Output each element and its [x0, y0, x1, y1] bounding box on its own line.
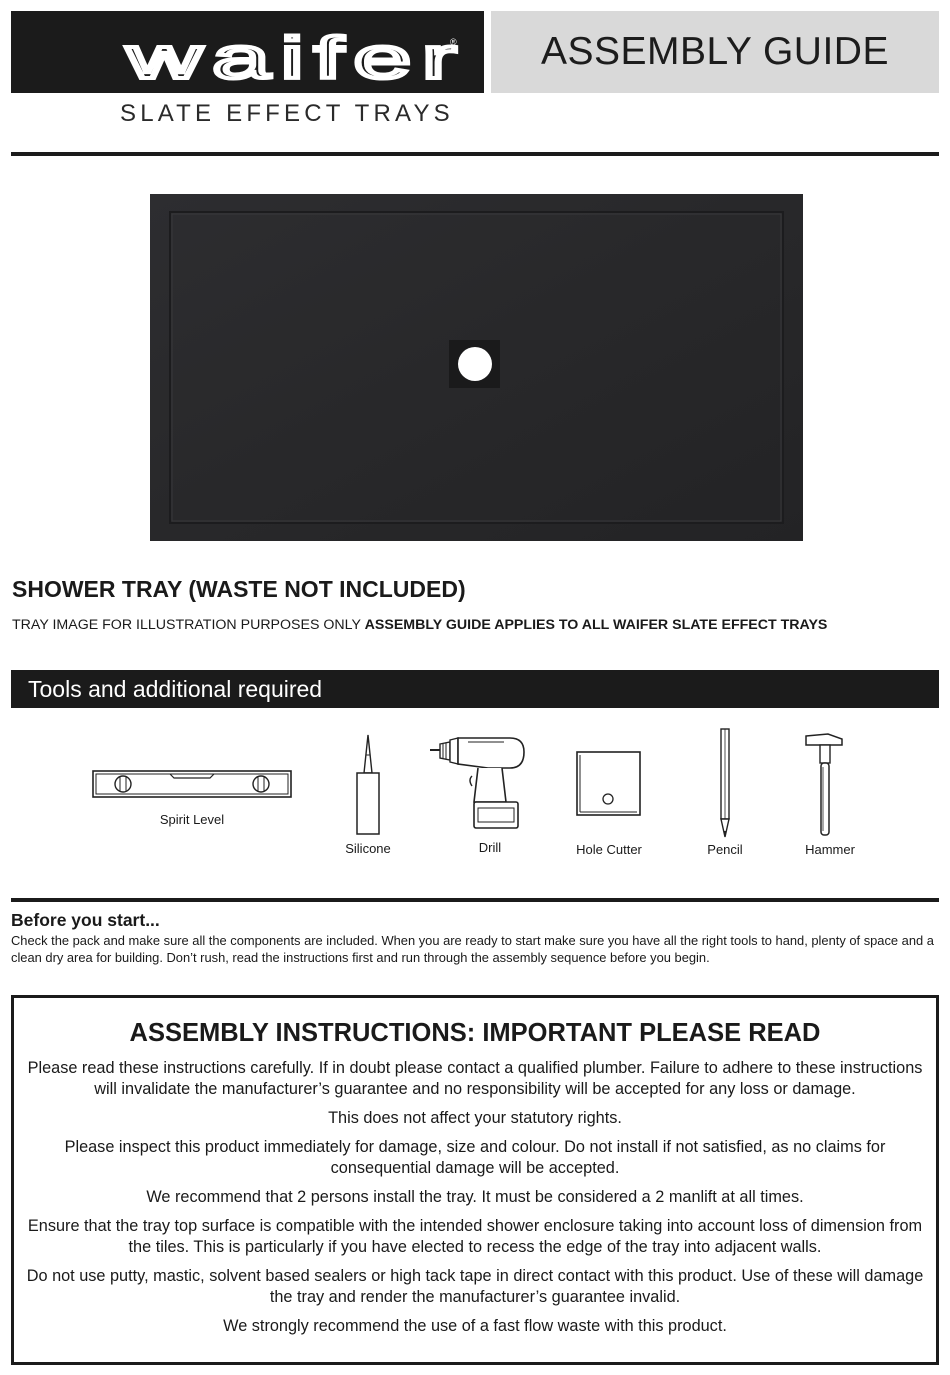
before-you-start-text: Check the pack and make sure all the components are included. When you are ready to start make sure you have all the right tools to hand, plenty of space and a clean dry area for building. Don’t rush, read the instructions first and run through the assembly sequence before you begin.: [11, 933, 934, 965]
waste-hole: [458, 347, 492, 381]
brand-block: [11, 11, 484, 93]
silicone-icon: [354, 733, 382, 837]
assembly-instructions-box: [11, 995, 939, 1365]
tools-heading: Tools and additional required: [28, 675, 323, 702]
tool-label-hole-cutter: Hole Cutter: [576, 842, 642, 857]
instruction-paragraph: We recommend that 2 persons install the tray. It must be considered a 2 manlift at all times.: [146, 1188, 804, 1206]
spirit-level-icon: [92, 769, 292, 799]
instruction-paragraph: Please inspect this product immediately for damage, size and colour. Do not install if not satisfied, as no claims for consequential damage will be accepted.: [64, 1138, 886, 1177]
pencil-icon: [717, 728, 733, 840]
tool-label-silicone: Silicone: [345, 841, 391, 856]
drill-icon: [428, 736, 528, 832]
instructions-heading: ASSEMBLY INSTRUCTIONS: IMPORTANT PLEASE READ: [129, 1019, 821, 1047]
guide-title-block: [491, 11, 939, 93]
tool-label-hammer: Hammer: [805, 842, 855, 857]
instruction-paragraph: We strongly recommend the use of a fast flow waste with this product.: [223, 1317, 727, 1335]
tool-label-drill: Drill: [478, 840, 502, 855]
hole-cutter-icon: [576, 751, 642, 817]
waifer-logo: [11, 11, 484, 93]
divider: [11, 898, 939, 902]
instructions-paragraphs: [20, 1058, 930, 1345]
instruction-paragraph: Do not use putty, mastic, solvent based sealers or high tack tape in direct contact with this product. Use of these will damage the tray and render the manufacturer’s guarantee invalid.: [26, 1267, 924, 1306]
illustration-note: [12, 617, 827, 633]
registered-mark: ®: [450, 37, 457, 47]
shower-tray-image: [150, 194, 803, 541]
tools-heading-bar: [11, 670, 939, 708]
guide-title: ASSEMBLY GUIDE: [540, 30, 889, 73]
hammer-icon: [804, 731, 844, 837]
tool-label-spirit-level: Spirit Level: [159, 812, 225, 827]
illustration-note-bold: ASSEMBLY GUIDE APPLIES TO ALL WAIFER SLATE EFFECT TRAYS: [364, 617, 828, 633]
instruction-paragraph: This does not affect your statutory rights.: [328, 1109, 622, 1127]
product-title: SHOWER TRAY (WASTE NOT INCLUDED): [12, 576, 466, 602]
tool-label-pencil: Pencil: [707, 842, 743, 857]
before-you-start-heading: Before you start...: [11, 910, 160, 930]
divider: [11, 152, 939, 156]
illustration-note-plain: TRAY IMAGE FOR ILLUSTRATION PURPOSES ONLY: [12, 617, 361, 633]
product-line-subtitle: SLATE EFFECT TRAYS: [120, 100, 454, 127]
brand-wordmark: waifer: [125, 26, 467, 91]
instruction-paragraph: Please read these instructions carefully. If in doubt please contact a qualified plumber. Failure to adhere to these instructions will invalidate the manufacturer’s guarantee and no responsibility will be accepted for any loss or damage.: [27, 1059, 923, 1098]
instruction-paragraph: Ensure that the tray top surface is compatible with the intended shower enclosure taking into account loss of dimension from the tiles. This is particularly if you have elected to recess the edge of the tray into adjacent walls.: [27, 1217, 923, 1256]
